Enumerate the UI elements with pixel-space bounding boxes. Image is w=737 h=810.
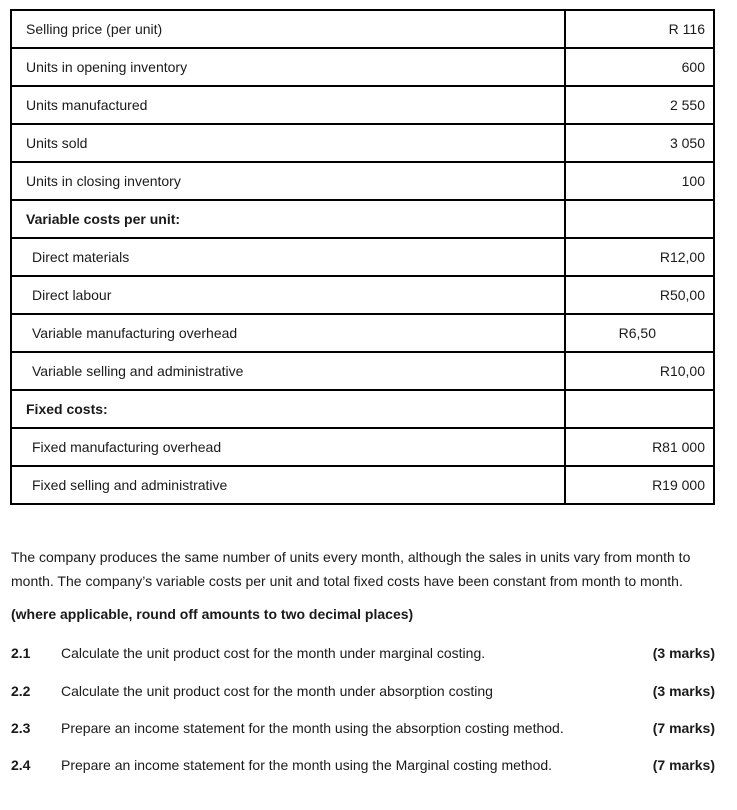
table-row <box>11 48 714 86</box>
row-label: Direct materials <box>11 238 565 276</box>
row-label: Units sold <box>11 124 565 162</box>
row-value: 3 050 <box>565 124 714 162</box>
question-number: 2.1 <box>11 645 31 661</box>
description-paragraph: The company produces the same number of units every month, although the sales in units vary from month to month. The company’s variable costs per unit and total fixed costs have been constant from month to month. <box>11 549 691 589</box>
row-value: R10,00 <box>565 352 714 390</box>
question-number: 2.3 <box>11 720 31 736</box>
row-value: 100 <box>565 162 714 200</box>
row-label: Fixed selling and administrative <box>11 466 565 504</box>
question-marks: (7 marks) <box>652 757 715 773</box>
row-label: Fixed manufacturing overhead <box>11 428 565 466</box>
question-text: Calculate the unit product cost for the month under absorption costing <box>61 683 493 699</box>
table-row <box>11 352 714 390</box>
question-2-4 <box>11 757 715 777</box>
rounding-note: (where applicable, round off amounts to two decimal places) <box>11 606 414 622</box>
table-row <box>11 466 714 504</box>
table-row <box>11 10 714 48</box>
row-value: R6,50 <box>565 314 714 352</box>
row-value: 2 550 <box>565 86 714 124</box>
row-value: R81 000 <box>565 428 714 466</box>
table-row <box>11 390 714 428</box>
row-label: Variable costs per unit: <box>11 200 565 238</box>
table-row <box>11 124 714 162</box>
question-text: Prepare an income statement for the month using the Marginal costing method. <box>61 757 553 773</box>
row-value: R12,00 <box>565 238 714 276</box>
table-row <box>11 162 714 200</box>
question-marks: (3 marks) <box>652 645 715 661</box>
row-value <box>565 390 714 428</box>
row-label: Units manufactured <box>11 86 565 124</box>
table-row <box>11 238 714 276</box>
row-value: R50,00 <box>565 276 714 314</box>
table-row <box>11 314 714 352</box>
question-marks: (3 marks) <box>652 683 715 699</box>
row-label: Direct labour <box>11 276 565 314</box>
row-label: Variable manufacturing overhead <box>11 314 565 352</box>
row-label: Units in opening inventory <box>11 48 565 86</box>
question-number: 2.2 <box>11 683 31 699</box>
table-row <box>11 428 714 466</box>
row-value: R 116 <box>565 10 714 48</box>
row-label: Variable selling and administrative <box>11 352 565 390</box>
table-row <box>11 200 714 238</box>
question-2-1 <box>11 645 715 665</box>
cost-data-table <box>10 9 715 505</box>
table-row <box>11 86 714 124</box>
question-marks: (7 marks) <box>652 720 715 736</box>
row-value: 600 <box>565 48 714 86</box>
row-value <box>565 200 714 238</box>
row-label: Selling price (per unit) <box>11 10 565 48</box>
row-value: R19 000 <box>565 466 714 504</box>
row-label: Units in closing inventory <box>11 162 565 200</box>
question-number: 2.4 <box>11 757 31 773</box>
table-row <box>11 276 714 314</box>
question-2-2 <box>11 683 715 703</box>
question-2-3 <box>11 720 715 740</box>
question-text: Calculate the unit product cost for the month under marginal costing. <box>61 645 486 661</box>
question-text: Prepare an income statement for the month using the absorption costing method. <box>61 720 564 736</box>
row-label: Fixed costs: <box>11 390 565 428</box>
